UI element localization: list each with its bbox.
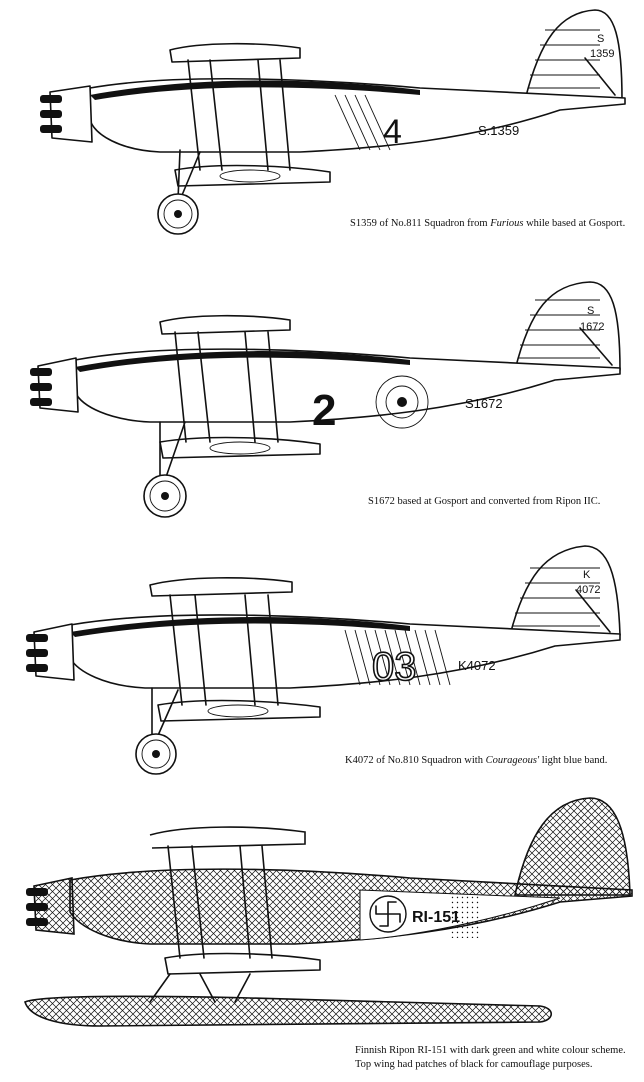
fuselage-serial: K4072 bbox=[458, 658, 496, 673]
code-number: 03 bbox=[372, 645, 417, 689]
code-number: 4 bbox=[383, 113, 402, 151]
tail-serial: 1359 bbox=[590, 48, 615, 60]
upper-wing bbox=[170, 44, 300, 62]
fuselage-serial: S1672 bbox=[465, 396, 503, 411]
upper-wing bbox=[150, 578, 292, 596]
caption-line-1: Finnish Ripon RI-151 with dark green and white colour scheme. bbox=[355, 1045, 626, 1056]
upper-wing bbox=[160, 316, 290, 334]
caption-line-2: Top wing had patches of black for camouflage purposes. bbox=[355, 1059, 593, 1070]
caption: K4072 of No.810 Squadron with Courageous' light blue band. bbox=[345, 755, 608, 766]
plate-s1672 bbox=[0, 270, 644, 520]
biplane-profile-drawing bbox=[0, 0, 644, 250]
caption: S1359 of No.811 Squadron from Furious while based at Gosport. bbox=[350, 218, 626, 229]
plate-ri-151 bbox=[0, 790, 644, 1082]
plate-k4072 bbox=[0, 540, 644, 780]
biplane-profile-drawing bbox=[0, 540, 644, 780]
tail-letter: S bbox=[587, 305, 595, 317]
caption: S1672 based at Gosport and converted from Ripon IIC. bbox=[368, 496, 601, 507]
fuselage-serial: S.1359 bbox=[478, 123, 520, 138]
plate-s1359 bbox=[0, 0, 644, 250]
lower-wing bbox=[160, 438, 320, 458]
lower-wing bbox=[175, 166, 330, 186]
code-number: 2 bbox=[312, 386, 337, 435]
float bbox=[25, 996, 551, 1026]
tail-serial: 1672 bbox=[580, 321, 605, 333]
upper-wing bbox=[150, 827, 305, 848]
tail-serial: 4072 bbox=[576, 584, 601, 596]
lower-wing bbox=[165, 954, 320, 974]
biplane-profile-drawing bbox=[0, 270, 644, 520]
tail-letter: K bbox=[583, 569, 591, 581]
fuselage-serial: RI-151 bbox=[412, 909, 461, 926]
tail-letter: S bbox=[597, 33, 605, 45]
floatplane-profile-drawing bbox=[0, 790, 644, 1082]
tail-fin bbox=[515, 798, 630, 895]
tail-fin bbox=[510, 546, 620, 635]
